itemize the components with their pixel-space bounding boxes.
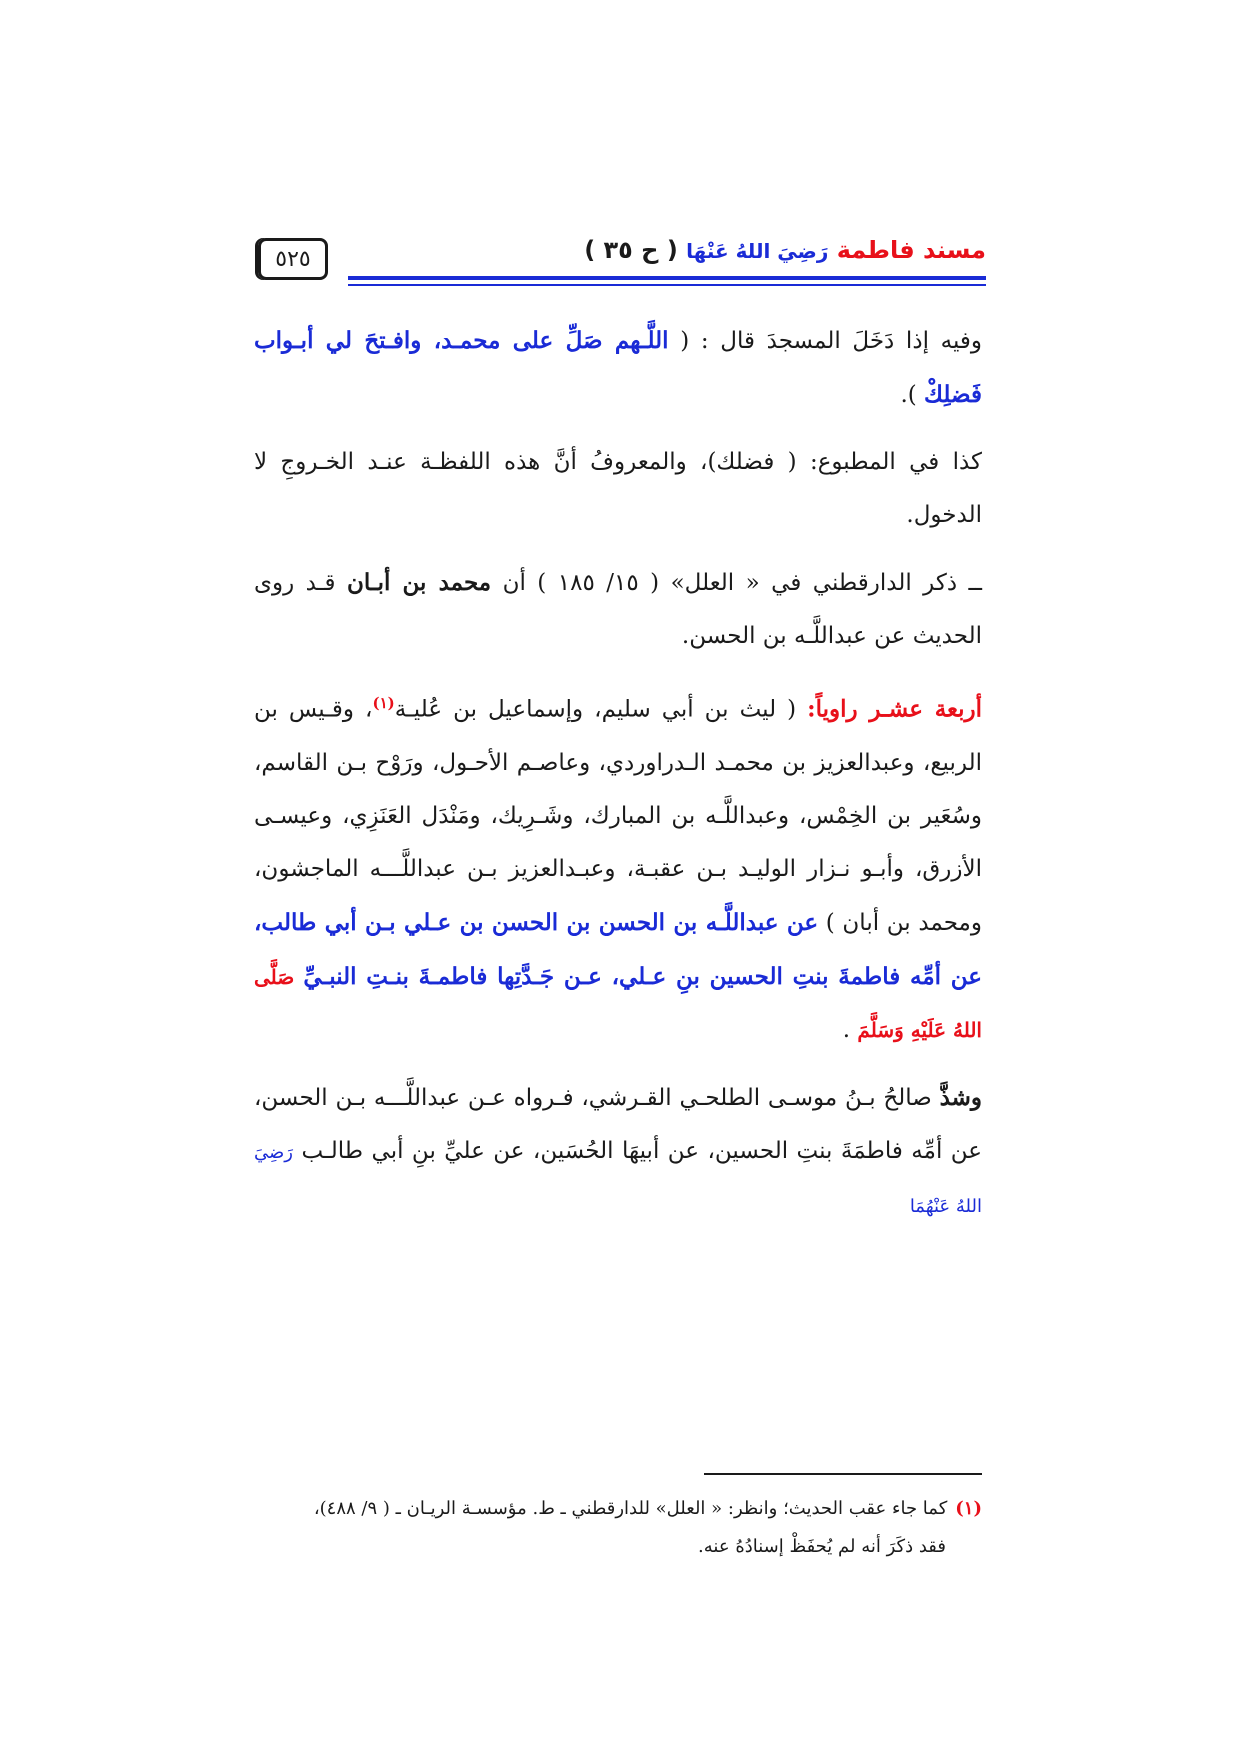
title-hadith-ref: ( ح ٣٥ ) [584,236,678,264]
footnote-text-1: كما جاء عقب الحديث؛ وانظر: « العلل» للدارقطني ـ ط. مؤسسـة الريـان ـ ( ٩/ ٤٨٨)، [313,1498,948,1519]
p1-end: ). [900,382,917,408]
paragraph-2: كذا في المطبوع: ( فضلك)، والمعروفُ أنَّ هذه اللفظـة عنـد الخـروجِ لا الدخول. [254,449,982,528]
title-honorific: رَضِيَ اللهُ عَنْهَا [686,239,829,263]
footnote-line-1 [254,1490,982,1528]
p5-text: صالحُ بـنُ موسـى الطلحـي القـرشي، فـرواه عـن عبداللَّـــه بـن الحسن، عن أمِّه فاطمَةَ بنتِ الحسين، عن أبيهَا الحُسَين، عن عليِّ بنِ أبي طالـب [254,1084,983,1164]
footnote-number: (١) [955,1498,982,1519]
footnote-separator [704,1473,982,1475]
p1-quote: اللَّـهم صَلِّ على محمـد، وافـتحَ لي أبـواب فَضلِكْ [254,327,982,408]
main-text [254,314,982,1247]
p3-name: محمد بن أبـان [346,569,492,596]
footnote-ref[interactable]: (١) [372,694,395,712]
p5-bold: وشذَّ [939,1083,983,1111]
p3-text-end: قـد روى الحديث عن عبداللَّـه بن الحسن. [254,570,982,649]
page-header [258,232,986,292]
paragraph-4 [254,677,982,1057]
p4-narrators: ، وقـيس بن الربيع، وعبدالعزيز بن محمـد الـدراوردي، وعاصـم الأحـول، ورَوْح بـن القاسم، وسُعَير بن الخِمْس، وعبداللَّـه بن المبارك، وشَـرِيك، ومَنْدَل العَنَزِي، وعيسـى الأزرق، وأبـو نـزار الوليـد بـن عقبـة، وعبـدالعزيز بـن عبداللَّـــه الماجشون، ومحمد بن أبان ) [254,696,982,936]
p4-end: . [842,1016,851,1043]
paragraph-1 [254,314,982,422]
paragraph-3 [254,556,982,663]
running-title [584,236,986,264]
paragraph-5 [254,1071,982,1233]
header-rule [348,276,986,280]
p1-text: وفيه إذا دَخَلَ المسجدَ قال : ( [680,328,982,354]
title-musnad: مسند فاطمة [836,236,986,264]
p4-chain: عن عبداللَّـه بن الحسن بن الحسن بن عـلي بـن أبي طالب، عن أمِّه فاطمةَ بنتِ الحسين بنِ عـلي، عـن جَـدَّتِها فاطمـةَ بنـتِ النبـيِّ [254,908,983,990]
p4-text: ( ليث بن أبي سليم، وإسماعيل بن عُليـة [394,696,797,723]
salawat-honorific: صَلَّى اللهُ عَلَيْهِ وَسَلَّمَ [254,964,982,1042]
p5-honorific: رَضِيَ اللهُ عَنْهُمَا [254,1141,982,1217]
p4-label: أربعة عشـر راوياً: [807,695,983,723]
p3-text: ــ ذكر الدارقطني في « العلل» ( ١٥/ ١٨٥ ) أن [502,570,982,596]
page-number: ٥٢٥ [258,238,328,280]
footnote-line-2: فقد ذكَرَ أنه لم يُحفَظْ إسنادُهُ عنه. [698,1536,946,1557]
footnote [254,1490,982,1566]
header-rule-thin [348,284,986,286]
